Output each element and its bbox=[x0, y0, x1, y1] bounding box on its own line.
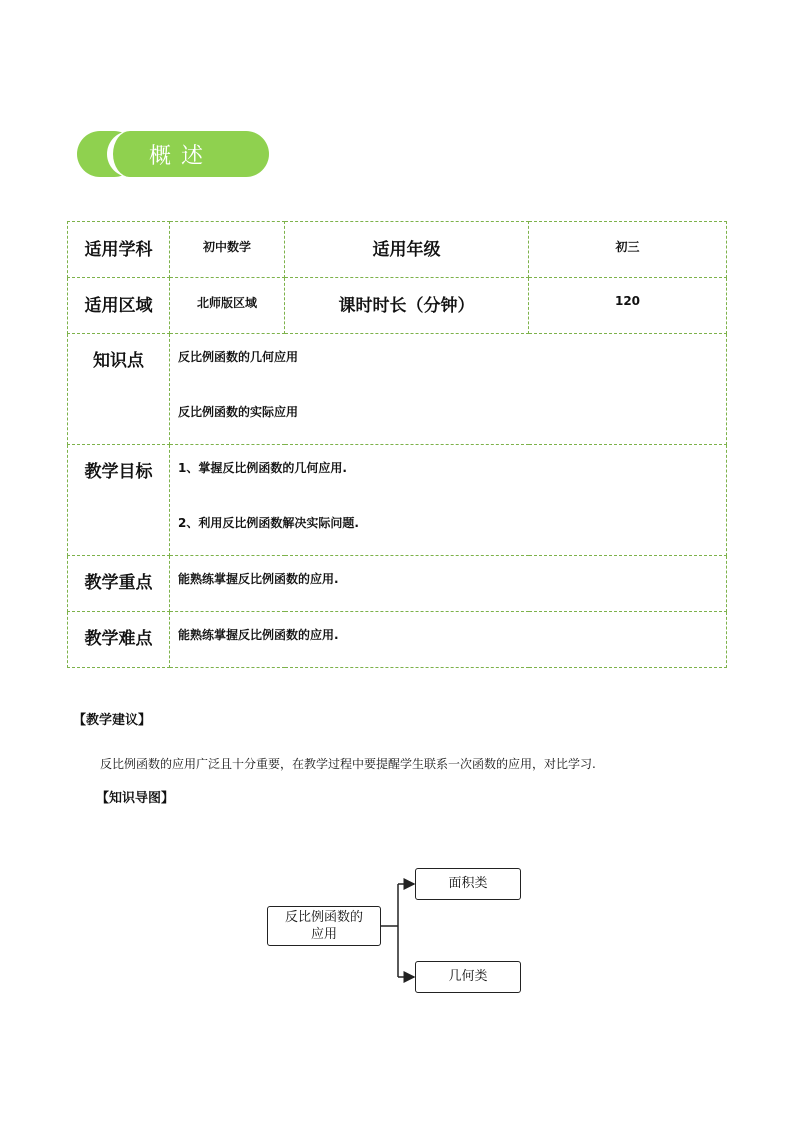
duration-label: 课时时长（分钟） bbox=[285, 278, 529, 334]
difficulty-value: 能熟练掌握反比例函数的应用. bbox=[178, 628, 339, 642]
root-node-line-1: 反比例函数的 bbox=[284, 910, 363, 925]
subject-value: 初中数学 bbox=[170, 222, 285, 278]
mindmap-root-node bbox=[267, 906, 381, 946]
region-label: 适用区域 bbox=[68, 278, 170, 334]
banner-title: 概述 bbox=[149, 143, 214, 169]
knowledge-item: 反比例函数的几何应用 bbox=[178, 350, 299, 364]
grade-label: 适用年级 bbox=[285, 222, 529, 278]
difficulty-label: 教学难点 bbox=[68, 612, 170, 668]
region-value: 北师版区域 bbox=[170, 278, 285, 334]
knowledge-label: 知识点 bbox=[68, 334, 170, 445]
suggestion-heading: 【教学建议】 bbox=[73, 713, 152, 728]
knowledge-item: 反比例函数的实际应用 bbox=[178, 405, 299, 419]
root-node-line-2: 应用 bbox=[310, 927, 337, 942]
key-points-value: 能熟练掌握反比例函数的应用. bbox=[178, 572, 339, 586]
goal-item: 2、利用反比例函数解决实际问题. bbox=[178, 516, 359, 530]
mindmap-node-area: 面积类 bbox=[415, 868, 521, 900]
key-points-label: 教学重点 bbox=[68, 556, 170, 612]
subject-label: 适用学科 bbox=[68, 222, 170, 278]
mindmap-heading: 【知识导图】 bbox=[96, 791, 175, 806]
duration-value: 120 bbox=[529, 278, 727, 334]
grade-value: 初三 bbox=[529, 222, 727, 278]
mindmap-node-geometry: 几何类 bbox=[415, 961, 521, 993]
goal-item: 1、掌握反比例函数的几何应用. bbox=[178, 461, 347, 475]
goals-label: 教学目标 bbox=[68, 445, 170, 556]
suggestion-text: 反比例函数的应用广泛且十分重要，在教学过程中要提醒学生联系一次函数的应用，对比学习. bbox=[100, 757, 596, 771]
